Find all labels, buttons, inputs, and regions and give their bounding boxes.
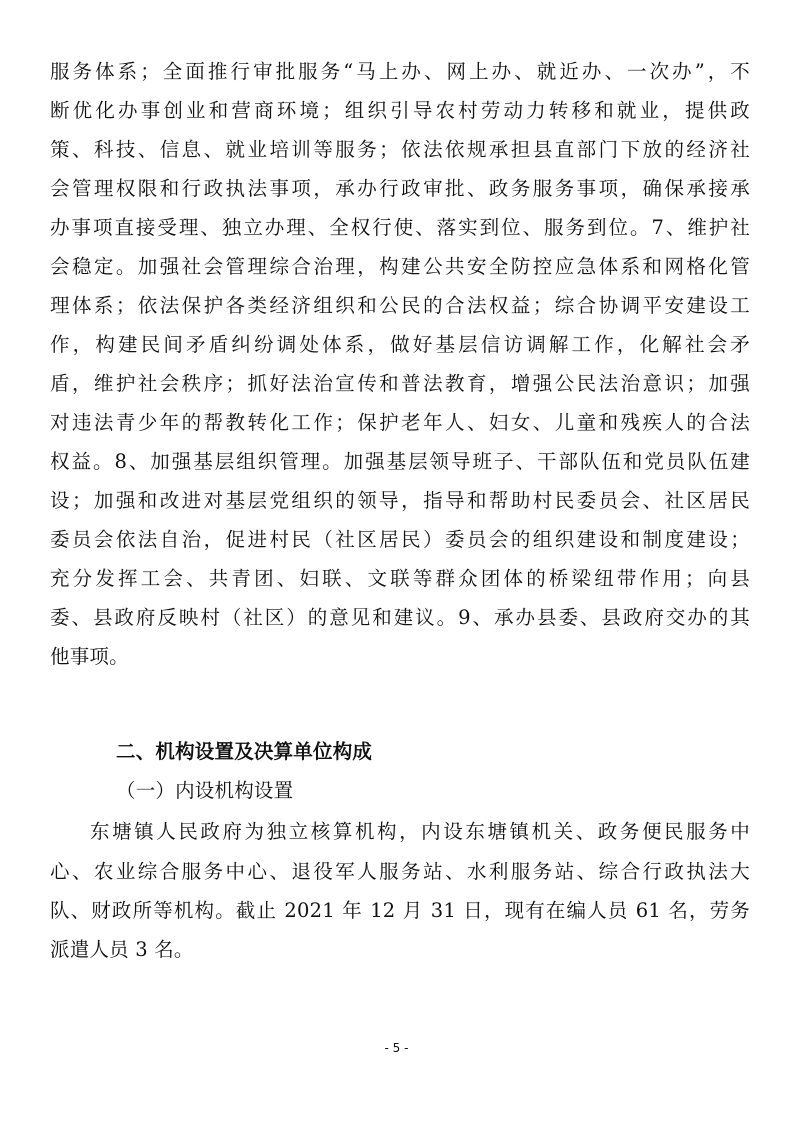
body-text-line: 设；加强和改进对基层党组织的领导，指导和帮助村民委员会、社区居民: [50, 489, 750, 512]
paragraph-line: 派遣人员 3 名。: [50, 938, 194, 961]
body-text-line: 盾，维护社会秩序；抓好法治宣传和普法教育，增强公民法治意识；加强: [50, 372, 750, 395]
body-text-line: 服务体系；全面推行审批服务“马上办、网上办、就近办、一次办”，不: [50, 60, 750, 83]
paragraph-line: 心、农业综合服务中心、退役军人服务站、水利服务站、综合行政执法大: [50, 860, 750, 883]
subsection-heading: （一）内设机构设置: [116, 779, 294, 802]
body-text-line: 理体系；依法保护各类经济组织和公民的合法权益；综合协调平安建设工: [50, 294, 750, 317]
section-heading: 二、机构设置及决算单位构成: [116, 740, 373, 763]
body-text-line: 他事项。: [50, 645, 129, 668]
paragraph-line: 队、财政所等机构。截止 2021 年 12 月 31 日，现有在编人员 61 名，劳务: [50, 899, 750, 922]
body-text-line: 会稳定。加强社会管理综合治理，构建公共安全防控应急体系和网格化管: [50, 255, 750, 278]
body-text-line: 充分发挥工会、共青团、妇联、文联等群众团体的桥梁纽带作用；向县: [50, 567, 750, 590]
body-text-line: 权益。8、加强基层组织管理。加强基层领导班子、干部队伍和党员队伍建: [50, 450, 750, 473]
body-text-line: 办事项直接受理、独立办理、全权行使、落实到位、服务到位。7、维护社: [50, 216, 750, 239]
page-number: - 5 -: [384, 1041, 409, 1055]
body-text-line: 委员会依法自治，促进村民（社区居民）委员会的组织建设和制度建设；: [50, 528, 750, 551]
body-text-line: 断优化办事创业和营商环境；组织引导农村劳动力转移和就业，提供政: [50, 99, 750, 122]
body-text-line: 委、县政府反映村（社区）的意见和建议。9、承办县委、县政府交办的其: [50, 606, 750, 629]
body-text-line: 对违法青少年的帮教转化工作；保护老年人、妇女、儿童和残疾人的合法: [50, 411, 750, 434]
body-text-line: 策、科技、信息、就业培训等服务；依法依规承担县直部门下放的经济社: [50, 138, 750, 161]
body-text-line: 会管理权限和行政执法事项，承办行政审批、政务服务事项，确保承接承: [50, 177, 750, 200]
body-text-line: 作，构建民间矛盾纠纷调处体系，做好基层信访调解工作，化解社会矛: [50, 333, 750, 356]
paragraph-line: 东塘镇人民政府为独立核算机构，内设东塘镇机关、政务便民服务中: [90, 820, 750, 843]
